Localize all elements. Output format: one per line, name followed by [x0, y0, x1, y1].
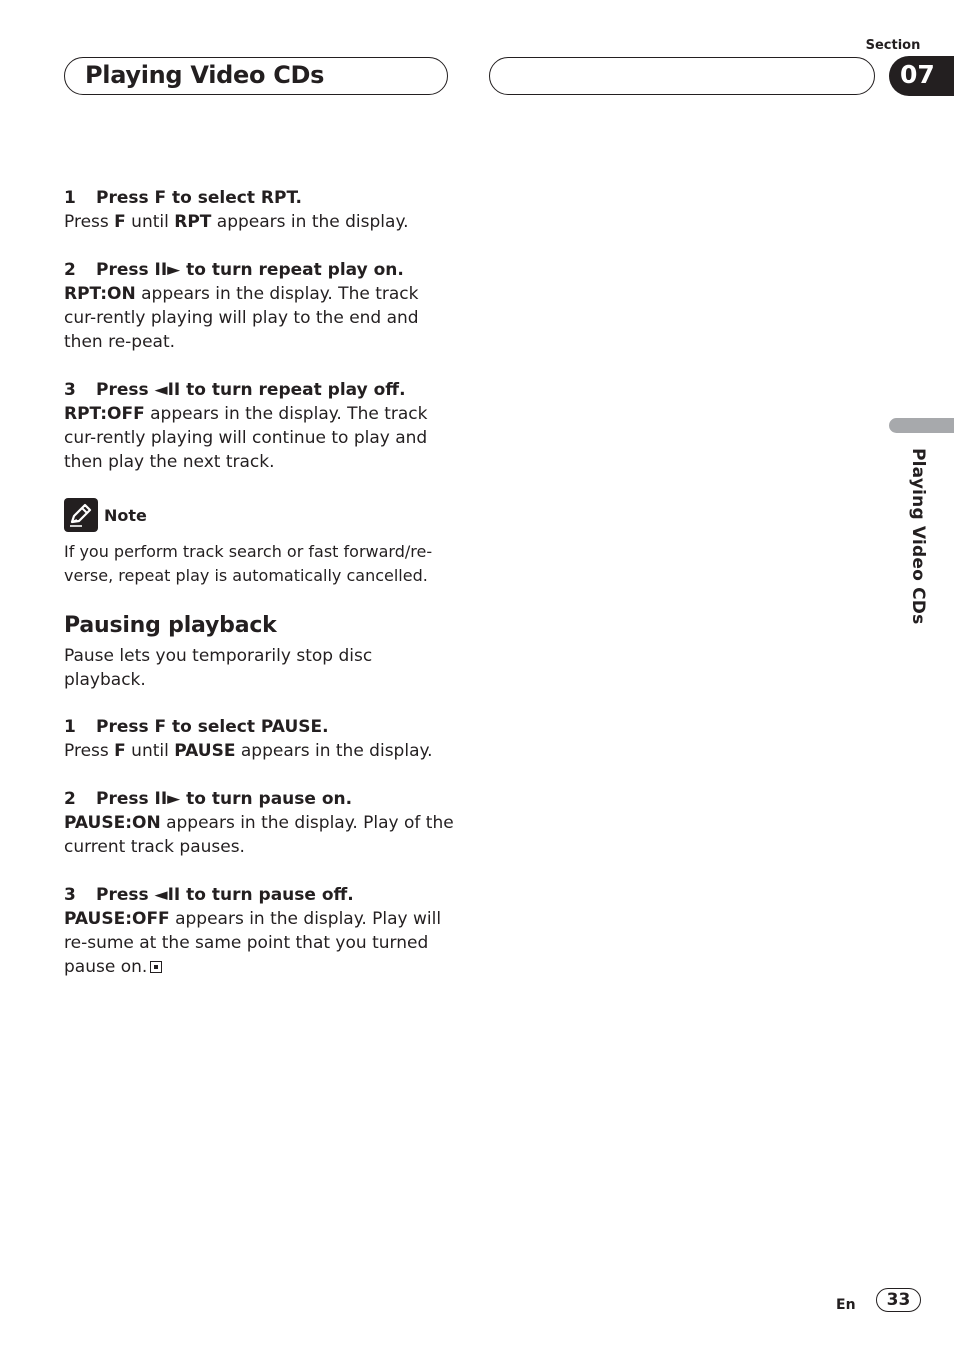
step-instruction: Press: [96, 380, 155, 400]
note-block: [64, 498, 456, 588]
step-number: 2: [64, 260, 76, 280]
step-instruction: Press: [96, 885, 155, 905]
step-body: [64, 907, 456, 979]
step-instruction: to turn repeat play off.: [180, 380, 406, 400]
note-title: Note: [104, 505, 147, 525]
step-item: [64, 378, 456, 474]
key-label: F: [114, 212, 126, 232]
chapter-title-box: [64, 57, 448, 95]
step-heading: [64, 378, 456, 402]
step-heading: [64, 186, 456, 210]
section-number: 07: [900, 60, 935, 89]
step-heading: [64, 715, 456, 739]
step-body: [64, 210, 456, 234]
step-heading: [64, 258, 456, 282]
step-item: [64, 715, 456, 763]
step-number: 1: [64, 188, 76, 208]
play-pause-icon: II►: [154, 789, 181, 809]
step-body-text: appears in the display. Play will re-sume at the same point that you turned pause on.: [64, 909, 442, 977]
step-body-text: Press: [64, 212, 115, 232]
main-column: [64, 186, 456, 979]
step-number: 3: [64, 885, 76, 905]
play-pause-icon: II►: [154, 260, 181, 280]
step-body-text: appears in the display. The track cur-rently playing will continue to play and then play the next track.: [64, 404, 428, 472]
step-item: [64, 787, 456, 859]
note-text: If you perform track search or fast forward/re-verse, repeat play is automatically cancelled.: [64, 542, 433, 585]
section-heading: Pausing playback: [64, 613, 277, 638]
pause-steps: [64, 715, 456, 979]
step-body-text: appears in the display. Play of the current track pauses.: [64, 813, 454, 857]
step-body: [64, 282, 456, 354]
page-number: 33: [876, 1288, 921, 1312]
step-body-text: appears in the display.: [235, 741, 433, 761]
step-number: 1: [64, 717, 76, 737]
section-number-tab: [889, 56, 954, 96]
display-label: PAUSE:OFF: [64, 909, 170, 929]
step-number: 2: [64, 789, 76, 809]
step-body: [64, 811, 456, 859]
reverse-pause-icon: ◄II: [154, 885, 181, 905]
step-heading: [64, 787, 456, 811]
stop-square-icon: [150, 961, 162, 973]
step-number: 3: [64, 380, 76, 400]
key-label: F: [114, 741, 126, 761]
step-body: [64, 402, 456, 474]
section-intro: Pause lets you temporarily stop disc playback.: [64, 646, 373, 690]
step-body-text: Press: [64, 741, 115, 761]
display-label: RPT: [174, 212, 212, 232]
display-label: RPT:ON: [64, 284, 136, 304]
step-item: [64, 186, 456, 234]
side-tab-label: Playing Video CDs: [908, 448, 928, 625]
pencil-icon: [64, 498, 98, 532]
repeat-steps: [64, 186, 456, 474]
step-body: [64, 739, 456, 763]
step-body-text: appears in the display. The track cur-rently playing will play to the end and then re-peat.: [64, 284, 419, 352]
step-body-text: until: [125, 741, 175, 761]
header-blank-box: [489, 57, 875, 95]
reverse-pause-icon: ◄II: [154, 380, 181, 400]
step-instruction: Press F to select PAUSE.: [96, 717, 329, 737]
step-body-text: until: [125, 212, 175, 232]
step-heading: [64, 883, 456, 907]
section-label: Section: [865, 38, 921, 53]
language-label: En: [836, 1297, 856, 1313]
chapter-title: Playing Video CDs: [85, 61, 325, 89]
step-item: [64, 258, 456, 354]
step-body-text: appears in the display.: [211, 212, 409, 232]
step-instruction: Press F to select RPT.: [96, 188, 302, 208]
display-label: PAUSE:ON: [64, 813, 161, 833]
step-instruction: to turn pause off.: [180, 885, 354, 905]
side-tab-marker: [889, 418, 954, 433]
step-instruction: to turn pause on.: [180, 789, 353, 809]
display-label: PAUSE: [174, 741, 236, 761]
step-instruction: to turn repeat play on.: [180, 260, 404, 280]
step-instruction: Press: [96, 260, 155, 280]
step-instruction: Press: [96, 789, 155, 809]
note-header: [64, 498, 456, 532]
display-label: RPT:OFF: [64, 404, 145, 424]
step-item: [64, 883, 456, 979]
